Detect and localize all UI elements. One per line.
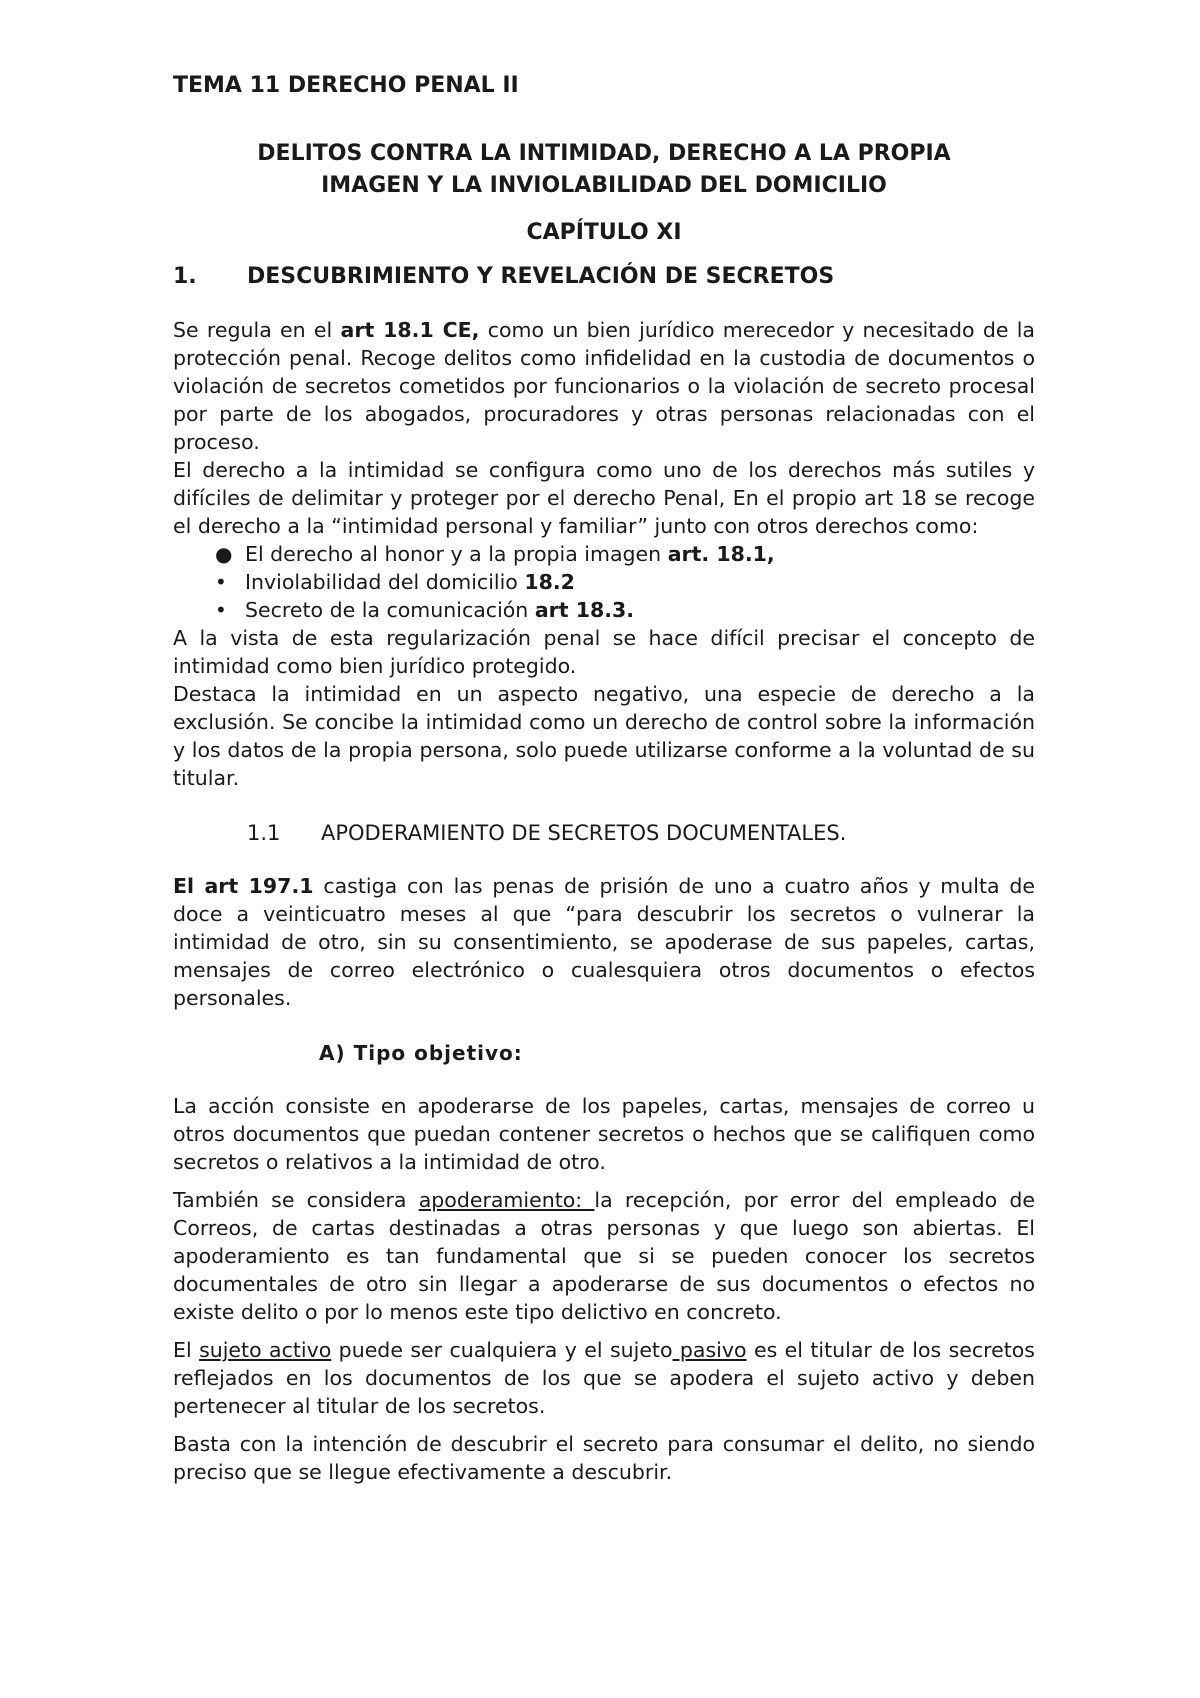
bullet-icon: ● — [215, 542, 233, 566]
paragraph-7 — [173, 1186, 1035, 1326]
paragraph-8 — [173, 1336, 1035, 1420]
paragraph-4: Destaca la intimidad en un aspecto negativo, una especie de derecho a la exclusión. Se concibe la intimidad como un derecho de control sobre la información y los datos de la propia persona, solo puede utilizarse conforme a la voluntad de su titular. — [173, 682, 1035, 790]
paragraph-6: La acción consiste en apoderarse de los papeles, cartas, mensajes de correo u otros documentos que puedan contener secretos o hechos que se califiquen como secretos o relativos a la intimidad de otro. — [173, 1094, 1035, 1174]
paragraph-5-text: castiga con las penas de prisión de uno a cuatro años y multa de doce a veinticuatro meses al que “para descubrir los secretos o vulnerar la intimidad de otro, sin su consentimiento, se apoderase de sus papeles, cartas, mensajes de correo electrónico o cualesquiera otros documentos o efectos personales. — [173, 874, 1036, 1010]
paragraph-1-text-a: Se regula en el — [173, 318, 341, 342]
section-1-title: DESCUBRIMIENTO Y REVELACIÓN DE SECRETOS — [247, 264, 835, 289]
paragraph-7-underlined-term: apoderamiento: — [418, 1188, 595, 1212]
list-item-ref: art 18.3. — [534, 598, 635, 622]
paragraph-1-bold-ref: art 18.1 CE, — [340, 318, 480, 342]
rights-list — [173, 540, 1035, 624]
paragraph-8-text-b: puede ser cualquiera y el sujeto — [331, 1338, 673, 1362]
main-heading — [173, 138, 1035, 202]
paragraph-5 — [173, 872, 1035, 1012]
list-item — [203, 568, 1035, 596]
section-1-1-heading — [173, 818, 1035, 848]
bullet-icon: • — [215, 570, 227, 594]
list-item — [203, 540, 1035, 568]
paragraph-8-text-a: El — [173, 1338, 200, 1362]
paragraph-2: El derecho a la intimidad se configura como uno de los derechos más sutiles y difíciles de delimitar y proteger por el derecho Penal, En el propio art 18 se recoge el derecho a la “intimidad personal y familiar” junto con otros derechos como: — [173, 458, 1035, 538]
paragraph-8-text-c: es el titular de los secretos reflejados en los documentos de los que se apodera el sujeto activo y deben pertenecer al titular de los secretos. — [173, 1338, 1035, 1418]
paragraph-8-underlined-pasivo: pasivo — [672, 1338, 747, 1362]
subsection-a-heading: A) Tipo objetivo: — [319, 1041, 523, 1065]
document-title: TEMA 11 DERECHO PENAL II — [173, 73, 519, 98]
paragraph-3: A la vista de esta regularización penal se hace difícil precisar el concepto de intimidad como bien jurídico protegido. — [173, 626, 1035, 678]
paragraph-7-text-a: También se considera — [173, 1188, 419, 1212]
section-1-number: 1. — [173, 264, 197, 289]
list-item-text: Inviolabilidad del domicilio — [245, 570, 525, 594]
paragraph-1-text-c: como un bien jurídico merecedor y necesitado de la protección penal. Recoge delitos como infidelidad en la custodia de documentos o violación de secretos cometidos por funcionarios o la violación de secreto procesal por parte de los abogados, procuradores y otras personas relacionadas con el proceso. — [173, 318, 1035, 454]
list-item-text: El derecho al honor y a la propia imagen — [245, 542, 668, 566]
section-1-1-number: 1.1 — [247, 821, 281, 845]
list-item-ref: art. 18.1, — [667, 542, 775, 566]
bullet-icon: • — [215, 598, 227, 622]
list-item-text: Secreto de la comunicación — [245, 598, 535, 622]
list-item-ref: 18.2 — [524, 570, 575, 594]
paragraph-5-bold-ref: El art 197.1 — [173, 874, 314, 898]
paragraph-9: Basta con la intención de descubrir el secreto para consumar el delito, no siendo preciso que se llegue efectivamente a descubrir. — [173, 1432, 1035, 1484]
paragraph-7-text-b: la recepción, por error del empleado de Correos, de cartas destinadas a otras personas y que luego son abiertas. El apoderamiento es tan fundamental que si se pueden conocer los secretos documentales de otro sin llegar a apoderarse de sus documentos o efectos no existe delito o por lo menos este tipo delictivo en concreto. — [173, 1188, 1035, 1324]
list-item — [203, 596, 1035, 624]
paragraph-1 — [173, 316, 1035, 456]
document-page — [173, 60, 1035, 1486]
chapter-heading: CAPÍTULO XI — [526, 220, 682, 245]
main-heading-line-2: IMAGEN Y LA INVIOLABILIDAD DEL DOMICILIO — [321, 173, 887, 198]
section-1-1-title: APODERAMIENTO DE SECRETOS DOCUMENTALES. — [321, 821, 847, 845]
paragraph-8-underlined-sujeto-activo: sujeto activo — [199, 1338, 332, 1362]
main-heading-line-1: DELITOS CONTRA LA INTIMIDAD, DERECHO A LA PROPIA — [257, 141, 951, 166]
section-1-heading — [173, 262, 1035, 292]
